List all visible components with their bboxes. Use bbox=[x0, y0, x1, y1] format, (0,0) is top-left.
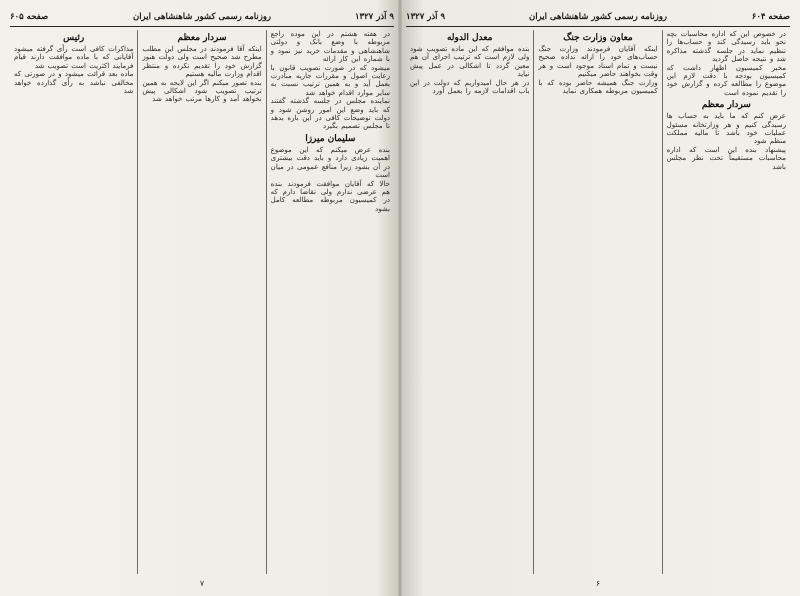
paragraph: در هفته هشتم در این موده راجع مربوطه با وضع بانک و دولتی شاهنشاهی و مقدمات خرید نیز نمود و با شماره این کار ارائه bbox=[270, 30, 390, 64]
right-column-3 bbox=[406, 30, 533, 574]
paragraph: اینکه آقا فرمودند در مجلس این مطلب مطرح شد صحیح است ولی دولت هنوز گزارش خود را تقدیم نکرده و منتظر اقدام وزارت مالیه هستیم bbox=[142, 45, 262, 79]
paragraph: در هر حال امیدواریم که دولت در این باب اقدامات لازمه را بعمل آورد bbox=[410, 78, 530, 96]
right-columns bbox=[406, 30, 790, 574]
paragraph: پیشنهاد بنده این است که اداره محاسبات مستقیماً تحت نظر مجلس باشد bbox=[666, 145, 786, 171]
speaker-heading: سلیمان میرزا bbox=[305, 133, 356, 144]
right-header-page: صفحه ۶۰۴ bbox=[751, 12, 790, 22]
right-page bbox=[402, 6, 794, 590]
left-page-number: ۷ bbox=[199, 579, 205, 588]
left-column-3 bbox=[10, 30, 137, 574]
left-header-title: روزنامه رسمی کشور شاهنشاهی ایران bbox=[132, 12, 272, 22]
right-column-1 bbox=[662, 30, 790, 574]
paragraph: ماده بعد قرائت میشود و در صورتی که مخالفی نباشد به رأی گذارده خواهد شد bbox=[14, 70, 134, 96]
left-page-header bbox=[10, 10, 394, 27]
speaker-heading: سردار معظم bbox=[177, 33, 227, 43]
paragraph: نماینده مجلس در جلسه گذشته گفتند که باید وضع این امور روشن شود و دولت توضیحات کافی در این باره بدهد تا مجلس تصمیم بگیرد bbox=[270, 97, 390, 131]
left-column-1 bbox=[266, 30, 394, 574]
speaker-heading: رئیس bbox=[63, 33, 85, 43]
paragraph: بنده تصور میکنم اگر این لایحه به همین ترتیب تصویب شود اشکالی پیش نخواهد آمد و کارها مرتب خواهد شد bbox=[142, 78, 262, 104]
right-header-title: روزنامه رسمی کشور شاهنشاهی ایران bbox=[528, 12, 668, 22]
right-page-number: ۶ bbox=[595, 579, 601, 588]
paragraph: حالا که آقایان موافقت فرمودند بنده هم عرضی ندارم ولی تقاضا دارم که در کمیسیون مربوطه مطالعه کامل بشود bbox=[270, 179, 390, 213]
paragraph: عرض کنم که ما باید به حساب ها رسیدگی کنیم و هر وزارتخانه مسئول عملیات خود باشد تا مالیه مملکت منظم شود bbox=[666, 112, 786, 146]
paragraph: در خصوص این که اداره محاسبات بچه نحو باید رسیدگی کند و حساب‌ها را تنظیم نماید در جلسه گذشته مذاکره شد و نتیجه حاصل گردید bbox=[666, 30, 786, 64]
paragraph: بنده موافقم که این ماده تصویب شود ولی لازم است که ترتیب اجرای آن هم معین گردد تا اشکالی در عمل پیش نیاید bbox=[410, 45, 530, 79]
paragraph: بنده عرض میکنم که این موضوع اهمیت زیادی دارد و باید دقت بیشتری در آن بشود زیرا منافع عمومی در میان است bbox=[270, 145, 390, 180]
paragraph: وزارت جنگ همیشه حاضر بوده که با کمیسیون مربوطه همکاری نماید bbox=[538, 78, 658, 96]
paragraph: میشود که در صورت تصویب قانون با رعایت اصول و مقررات جاریه مبادرت بعمل آید و به همین ترتیب نسبت به سایر موارد اقدام خواهد شد bbox=[270, 63, 390, 97]
left-header-page: صفحه ۶۰۵ bbox=[10, 12, 49, 22]
right-page-header bbox=[406, 10, 790, 27]
right-column-2 bbox=[533, 30, 661, 574]
left-page bbox=[6, 6, 398, 590]
paragraph: مخبر کمیسیون اظهار داشت که کمیسیون بودجه با دقت لازم این موضوع را مطالعه کرده و گزارش خود را تقدیم نموده است bbox=[666, 63, 786, 97]
right-header-date: ۹ آذر ۱۳۲۷ bbox=[406, 12, 446, 22]
speaker-heading: معدل الدوله bbox=[446, 33, 493, 43]
paragraph: مذاکرات کافی است رأی گرفته میشود آقایانی که با ماده موافقت دارند قیام فرمایند اکثریت است تصویب شد bbox=[14, 45, 134, 70]
left-columns bbox=[10, 30, 394, 574]
left-column-2 bbox=[137, 30, 265, 574]
paragraph: اینکه آقایان فرمودند وزارت جنگ حساب‌های خود را ارائه نداده صحیح نیست و تمام اسناد موجود است و هر وقت بخواهند حاضر میکنیم bbox=[538, 45, 658, 79]
speaker-heading: معاون وزارت جنگ bbox=[563, 33, 633, 43]
left-header-date: ۹ آذر ۱۳۲۷ bbox=[354, 12, 394, 22]
speaker-heading: سردار معظم bbox=[701, 100, 751, 111]
